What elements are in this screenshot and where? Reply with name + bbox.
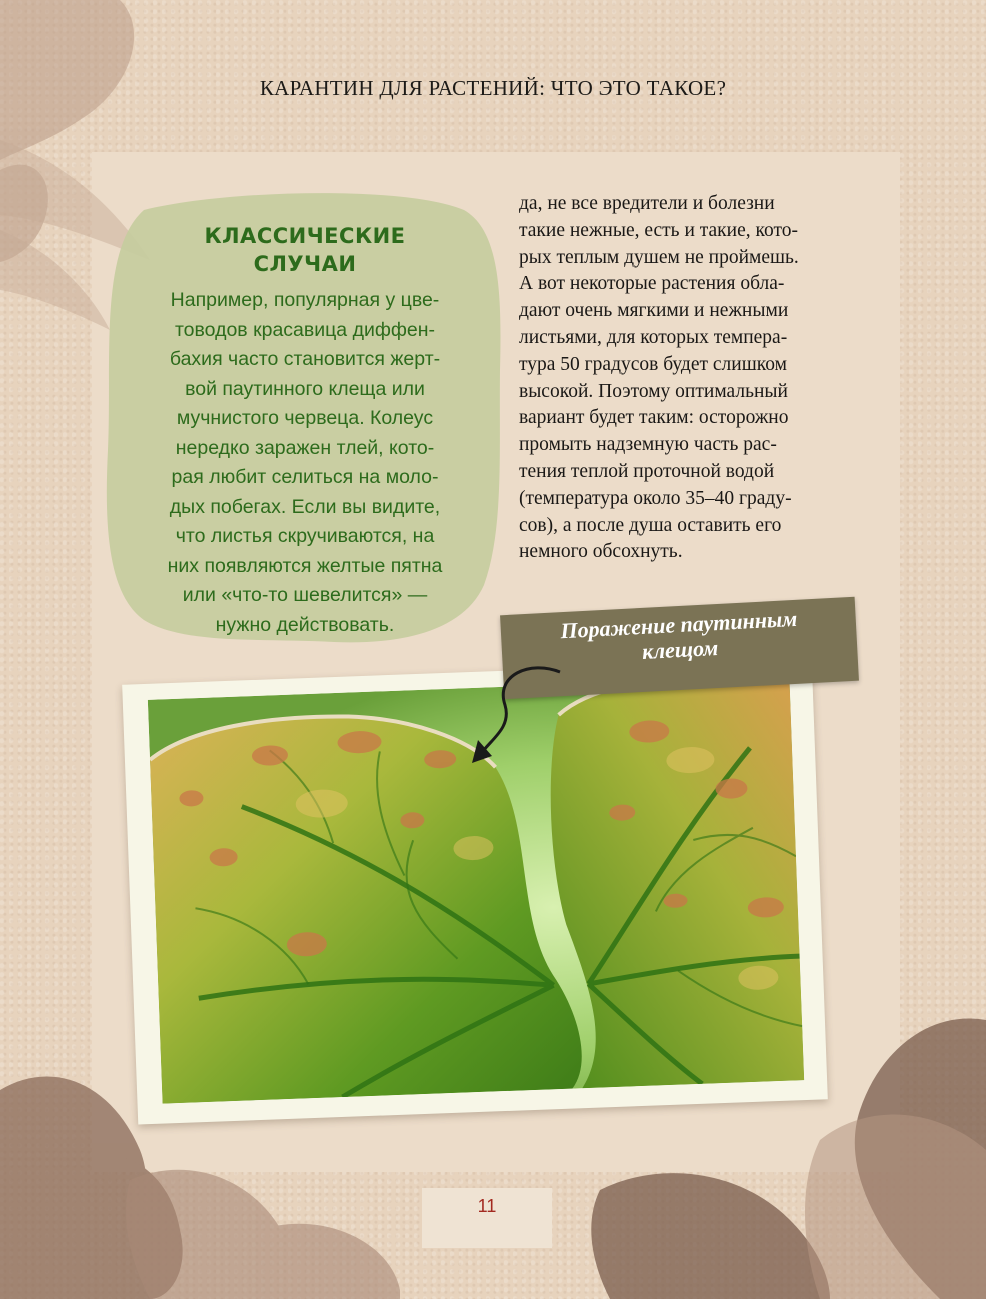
sidebar-line: бахия часто становится жерт-	[169, 348, 441, 370]
main-text-line: высокой. Поэтому оптимальный	[519, 380, 788, 402]
sidebar-line: или «что-то шевелится» —	[182, 584, 428, 606]
sidebar-line: рая любит селиться на моло-	[171, 466, 439, 488]
main-text-line: сов), а после душа оставить его	[519, 514, 782, 536]
photo-caption-line: Поражение паутинным	[559, 605, 798, 644]
main-text-line: немного обсохнуть.	[519, 541, 683, 563]
main-text-line: промыть надземную часть рас-	[519, 434, 777, 456]
page-number: 11	[477, 1196, 497, 1216]
main-text-line: рых теплым душем не проймешь.	[519, 246, 799, 268]
sidebar-line: что листья скручиваются, на	[175, 525, 435, 547]
sidebar-line: товодов красавица диффен-	[174, 318, 436, 341]
curved-arrow-icon	[460, 660, 570, 770]
main-text-line: тения теплой проточной водой	[519, 460, 775, 482]
main-text-line: тура 50 градусов будет слишком	[519, 353, 787, 375]
running-head: КАРАНТИН ДЛЯ РАСТЕНИЙ: ЧТО ЭТО ТАКОЕ?	[259, 76, 727, 100]
main-text-line: вариант будет таким: осторожно	[519, 407, 789, 429]
main-text-line: А вот некоторые растения обла-	[519, 273, 785, 295]
sidebar-line: нужно действовать.	[215, 613, 395, 636]
sidebar-line: нередко заражен тлей, кото-	[175, 436, 435, 459]
sidebar-title-line: КЛАССИЧЕСКИЕ	[204, 224, 406, 248]
sidebar-line: мучнистого червеца. Колеус	[176, 407, 434, 429]
main-text-line: (температура около 35–40 граду-	[519, 487, 792, 509]
sidebar-line: них появляются желтые пятна	[167, 554, 443, 577]
main-text-column	[519, 191, 854, 566]
main-text-line: да, не все вредители и болезни	[519, 193, 775, 214]
main-text-line: такие нежные, есть и такие, кото-	[519, 219, 798, 241]
sidebar-line: дых побегах. Если вы видите,	[169, 495, 441, 518]
main-text-line: листьями, для которых темпера-	[519, 326, 788, 348]
photo-caption-line: клещом	[641, 635, 719, 664]
sidebar-title	[130, 222, 480, 278]
sidebar-body	[120, 286, 490, 640]
sidebar-line: вой паутинного клеща или	[185, 377, 425, 400]
main-text-line: дают очень мягкими и нежными	[519, 300, 789, 322]
sidebar-line: Например, популярная у цве-	[170, 289, 440, 311]
sidebar-title-line: СЛУЧАИ	[253, 252, 357, 276]
